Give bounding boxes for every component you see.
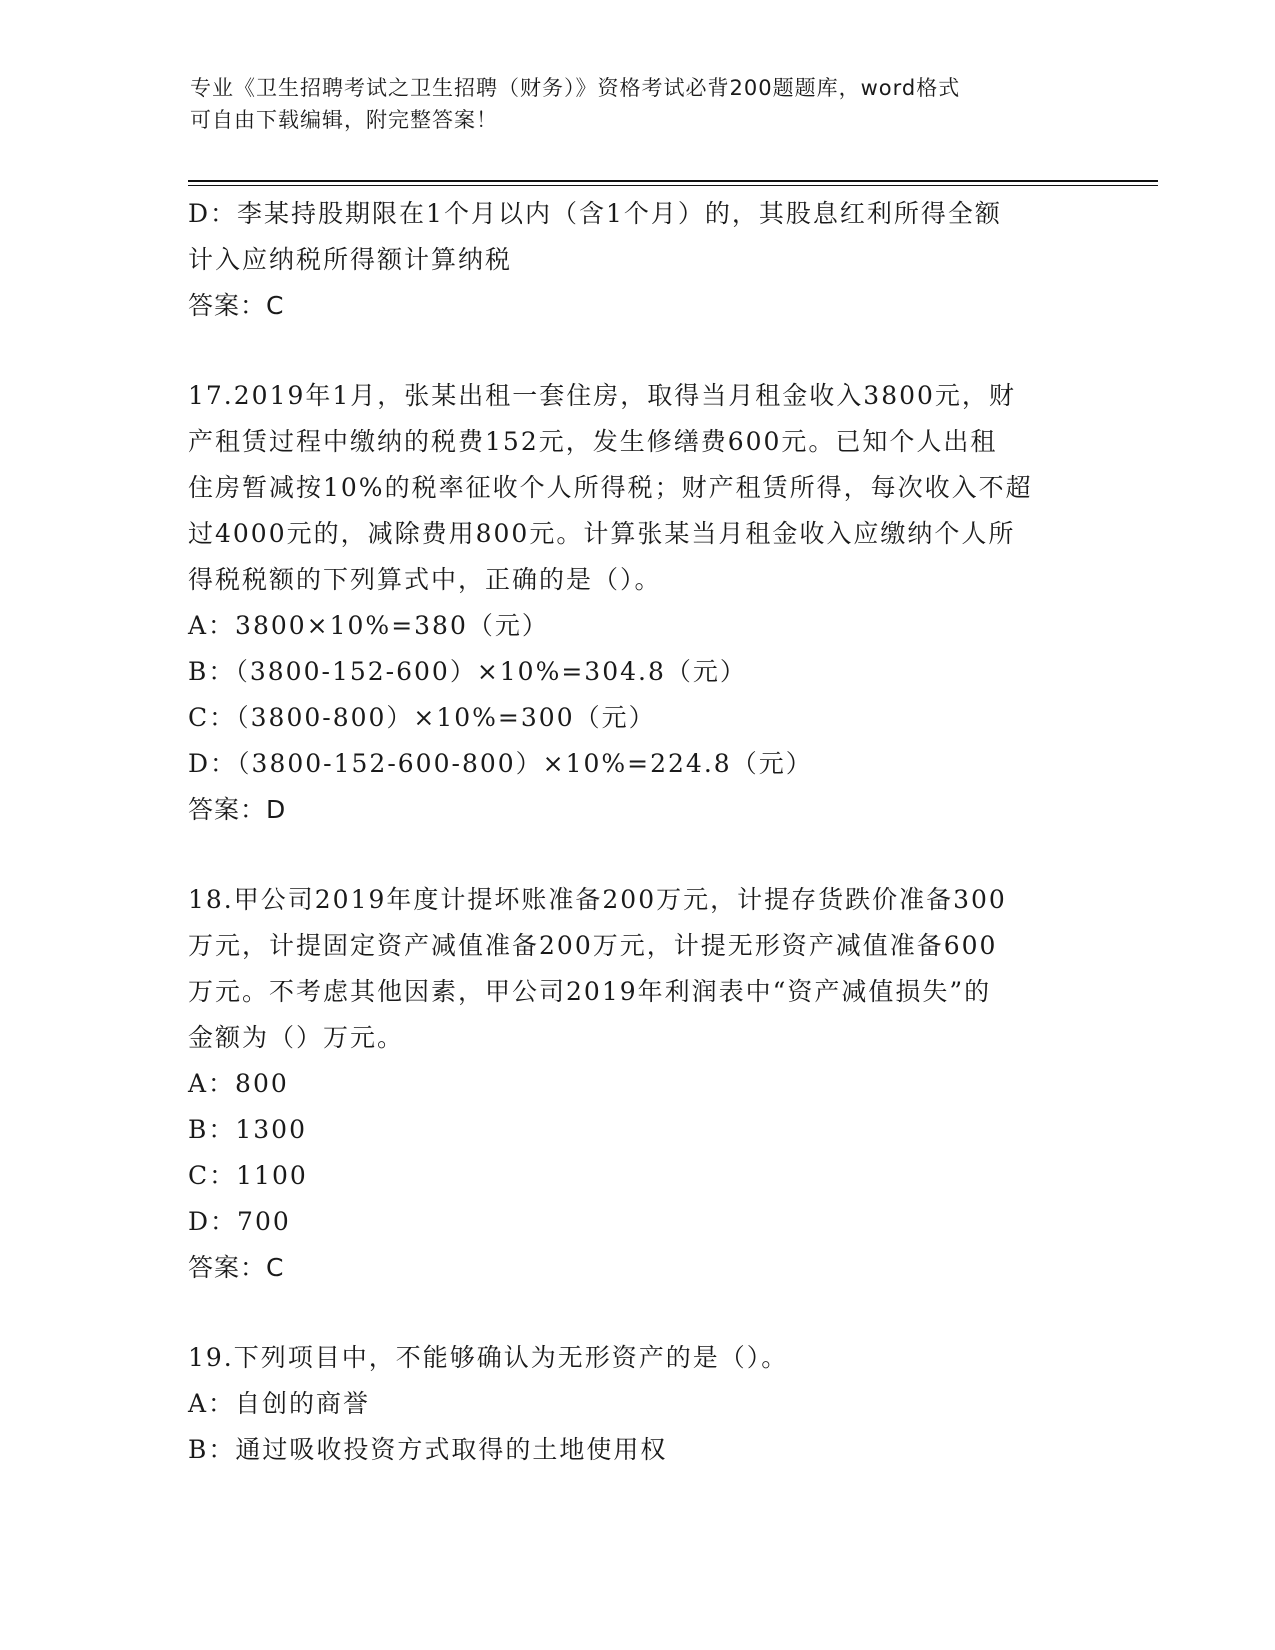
- question-18: [188, 877, 1088, 1291]
- option-a: A：3800×10%=380（元）: [188, 611, 549, 640]
- question-text-line: 住房暂减按10%的税率征收个人所得税；财产租赁所得，每次收入不超: [188, 473, 1033, 502]
- option-d: D：李某持股期限在1个月以内（含1个月）的，其股息红利所得全额: [188, 199, 1002, 228]
- page-header: [190, 72, 1090, 136]
- spacer: [188, 329, 1088, 373]
- option-c: C：1100: [188, 1161, 308, 1190]
- option-b: B：1300: [188, 1115, 307, 1144]
- question-text-line: 万元。不考虑其他因素，甲公司2019年利润表中“资产减值损失”的: [188, 977, 992, 1006]
- answer-line: 答案：D: [188, 795, 287, 824]
- option-a: A：自创的商誉: [188, 1389, 371, 1418]
- answer-line: 答案：C: [188, 291, 285, 320]
- option-d-continued: 计入应纳税所得额计算纳税: [188, 245, 513, 274]
- option-b: B：（3800-152-600）×10%=304.8（元）: [188, 657, 747, 686]
- header-title-line-1: 专业《卫生招聘考试之卫生招聘（财务）》资格考试必背200题题库，word格式: [190, 76, 961, 100]
- question-17: [188, 373, 1088, 833]
- question-text-line: 万元，计提固定资产减值准备200万元，计提无形资产减值准备600: [188, 931, 998, 960]
- option-d: D：700: [188, 1207, 291, 1236]
- spacer: [188, 833, 1088, 877]
- question-text-line: 得税税额的下列算式中，正确的是（）。: [188, 565, 662, 594]
- previous-question: [188, 191, 1088, 329]
- answer-line: 答案：C: [188, 1253, 285, 1282]
- question-text-line: 18.甲公司2019年度计提坏账准备200万元，计提存货跌价准备300: [188, 885, 1007, 914]
- question-text-line: 金额为（）万元。: [188, 1023, 405, 1052]
- question-19: [188, 1335, 1088, 1473]
- question-text-line: 19.下列项目中，不能够确认为无形资产的是（）。: [188, 1343, 789, 1372]
- header-divider-thin: [188, 185, 1158, 186]
- document-body: [188, 191, 1088, 1473]
- option-b: B：通过吸收投资方式取得的土地使用权: [188, 1435, 668, 1464]
- option-a: A：800: [188, 1069, 289, 1098]
- spacer: [188, 1291, 1088, 1335]
- question-text-line: 产租赁过程中缴纳的税费152元，发生修缮费600元。已知个人出租: [188, 427, 998, 456]
- option-c: C：（3800-800）×10%=300（元）: [188, 703, 656, 732]
- question-text-line: 17.2019年1月，张某出租一套住房，取得当月租金收入3800元，财: [188, 381, 1016, 410]
- header-title-line-2: 可自由下载编辑，附完整答案！: [190, 108, 498, 132]
- option-d: D：（3800-152-600-800）×10%=224.8（元）: [188, 749, 813, 778]
- question-text-line: 过4000元的，减除费用800元。计算张某当月租金收入应缴纳个人所: [188, 519, 1016, 548]
- header-divider-thick: [188, 180, 1158, 182]
